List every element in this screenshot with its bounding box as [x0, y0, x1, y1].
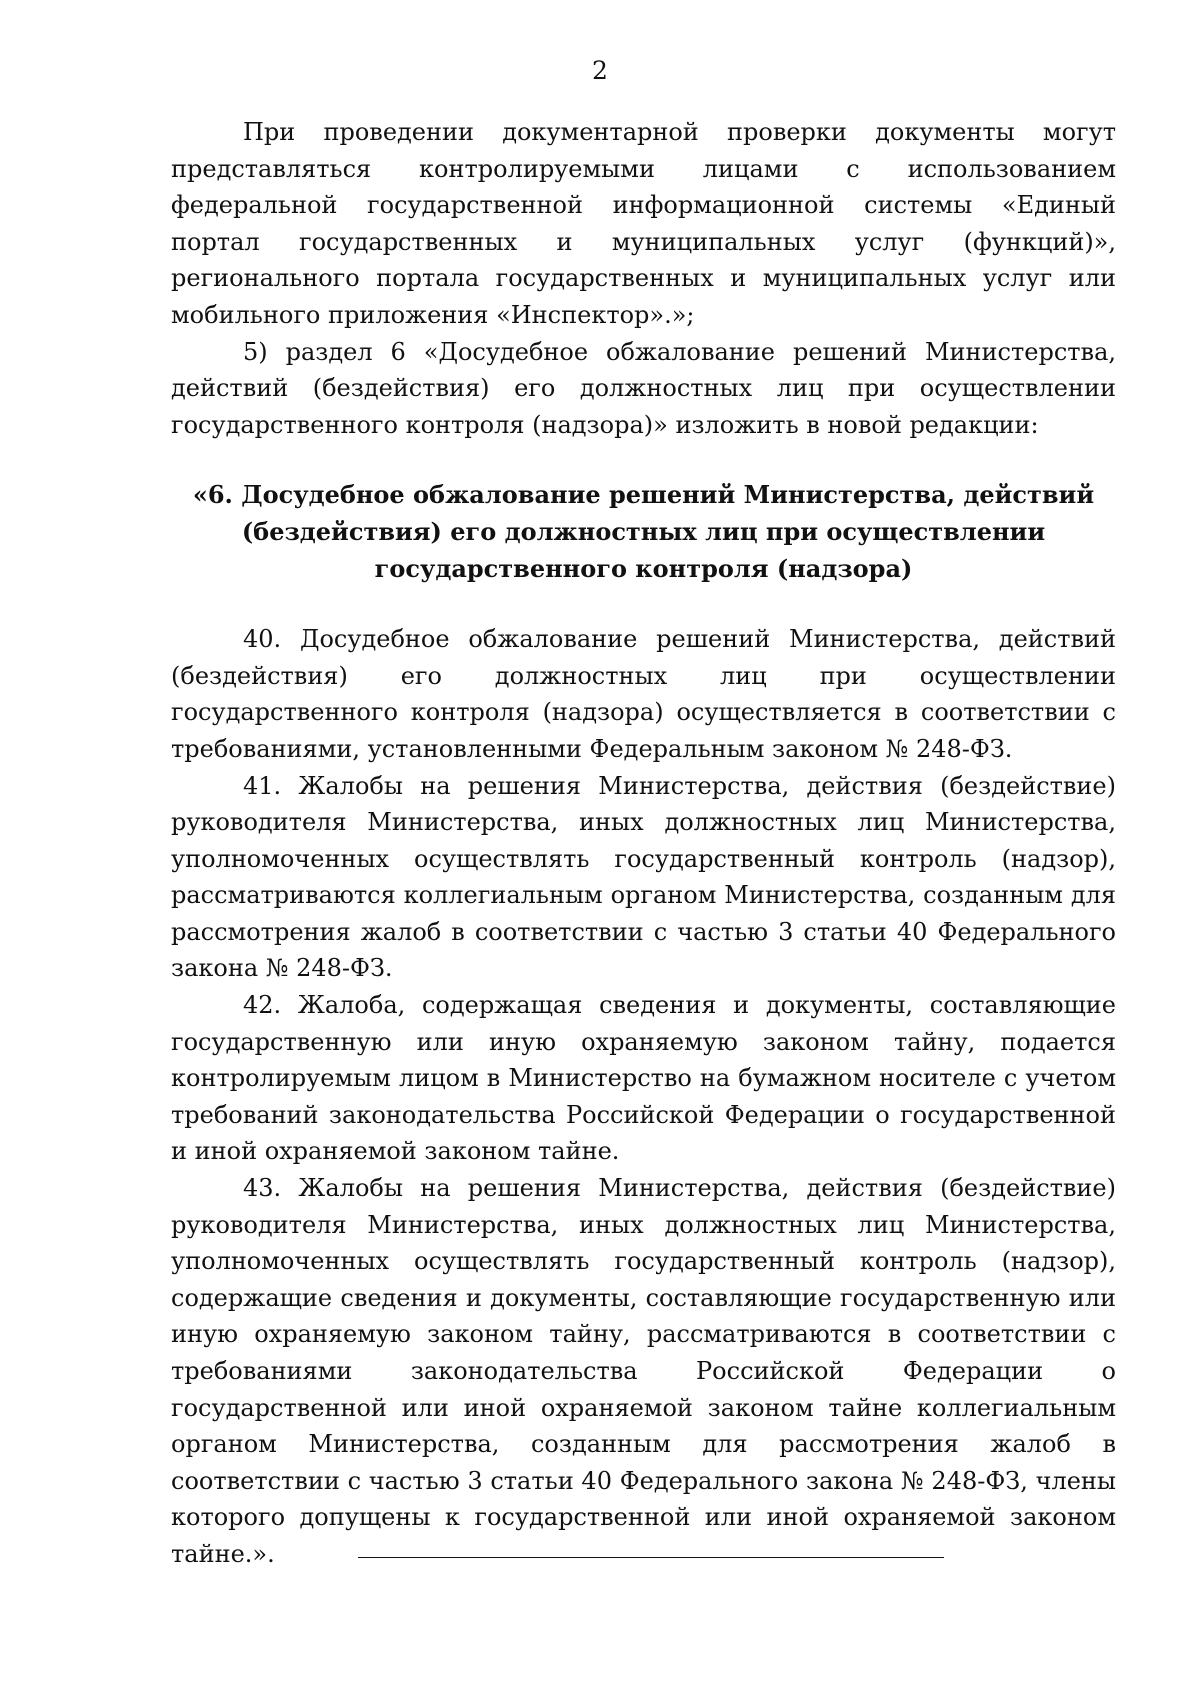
paragraph-documentary-check: При проведении документарной проверки документы могут представляться контролируемыми лицами с использованием федеральной государственной информационной системы «Единый портал государственных и муниципальных услуг (функций)», регионального портала государственных и муниципальных услуг или мобильного приложения «Инспектор».»; — [171, 118, 1116, 329]
paragraph-40: 40. Досудебное обжалование решений Министерства, действий (бездействия) его должностных лиц при осуществлении государственного контроля (надзора) осуществляется в соответствии с требованиями, установленными Федеральным законом № 248-ФЗ. — [171, 625, 1116, 763]
paragraph-41: 41. Жалобы на решения Министерства, действия (бездействие) руководителя Министерства, иных должностных лиц Министерства, уполномоченных осуществлять государственный контроль (надзор), рассматриваются коллегиальным органом Министерства, созданным для рассмотрения жалоб в соответствии с частью 3 статьи 40 Федерального закона № 248-ФЗ. — [171, 771, 1116, 983]
document-body — [171, 114, 1116, 1573]
page-number: 2 — [592, 56, 608, 85]
section-heading: «6. Досудебное обжалование решений Министерства, действий (бездействия) его должностных лиц при осуществлении государственного контроля (надзора) — [192, 480, 1095, 583]
paragraph-item-5: 5) раздел 6 «Досудебное обжалование решений Министерства, действий (бездействия) его должностных лиц при осуществлении государственного контроля (надзора)» изложить в новой редакции: — [171, 337, 1116, 439]
paragraph-43: 43. Жалобы на решения Министерства, действия (бездействие) руководителя Министерства, иных должностных лиц Министерства, уполномоченных осуществлять государственный контроль (надзор), содержащие сведения и документы, составляющие государственную или иную охраняемую законом тайну, рассматриваются в соответствии с требованиями законодательства Российской Федерации о государственной или иной охраняемой законом тайне коллегиальным органом Министерства, созданным для рассмотрения жалоб в соответствии с частью 3 статьи 40 Федерального закона № 248-ФЗ, члены которого допущены к государственной или иной охраняемой законом тайне.». — [171, 1174, 1116, 1568]
paragraph-42: 42. Жалоба, содержащая сведения и документы, составляющие государственную или иную охраняемую законом тайну, подается контролируемым лицом в Министерство на бумажном носителе с учетом требований законодательства Российской Федерации о государственной и иной охраняемой законом тайне. — [171, 991, 1116, 1166]
end-of-text-rule — [358, 1557, 944, 1558]
